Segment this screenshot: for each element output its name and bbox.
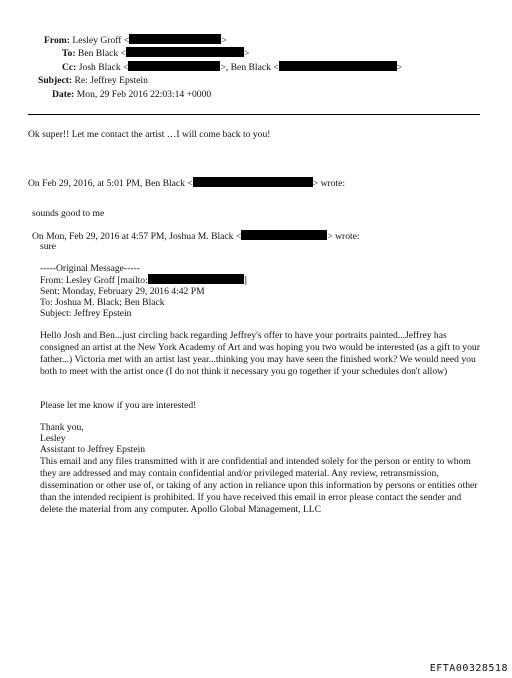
redaction-block bbox=[148, 274, 244, 284]
original-message-title: -----Original Message----- bbox=[40, 263, 140, 274]
original-to: To: Joshua M. Black; Ben Black bbox=[40, 297, 165, 308]
redaction-block bbox=[129, 34, 221, 44]
original-sent: Sent: Monday, February 29, 2016 4:42 PM bbox=[40, 286, 205, 297]
original-from: From: Lesley Groff [mailto: ] bbox=[40, 275, 247, 286]
to-line: To: Ben Black < > bbox=[62, 48, 250, 59]
header-divider bbox=[28, 114, 480, 115]
thanks: Thank you, bbox=[40, 422, 84, 433]
message-3: sure bbox=[40, 241, 56, 252]
subject-label: Subject: bbox=[38, 75, 73, 86]
body-paragraph: Hello Josh and Ben...just circling back regarding Jeffrey's offer to have your portraits painted...Jeffrey has consigned an artist at the New York Academy of Art and was hoping you two would be interested (as a gift to your father...) Victoria met with an artist last year...thinking you may have seen the finished work? We would need you both to meet with the artist once (I do not think it necessary you go together if your schedules don't allow) bbox=[40, 330, 480, 377]
to-label: To: bbox=[62, 48, 76, 59]
from-line: From: Lesley Groff < > bbox=[44, 35, 227, 46]
cc-label: Cc: bbox=[62, 62, 77, 73]
from-value: Lesley Groff < bbox=[72, 35, 130, 46]
document-id: EFTA00328518 bbox=[429, 663, 508, 674]
signature-title: Assistant to Jeffrey Epstein bbox=[40, 444, 146, 455]
to-value: Ben Black < bbox=[77, 48, 126, 59]
message-1: Ok super!! Let me contact the artist …I will come back to you! bbox=[28, 129, 271, 140]
date-line bbox=[52, 89, 211, 100]
redaction-block bbox=[126, 47, 244, 57]
date-value: Mon, 29 Feb 2016 22:03:14 +0000 bbox=[76, 89, 212, 100]
redaction-block bbox=[279, 61, 397, 71]
subject-value: Re: Jeffrey Epstein bbox=[74, 75, 148, 86]
original-subject: Subject: Jeffrey Epstein bbox=[40, 308, 132, 319]
signature-name: Lesley bbox=[40, 433, 66, 444]
cc-value: Josh Black < bbox=[78, 62, 129, 73]
redaction-block bbox=[128, 61, 220, 71]
date-label: Date: bbox=[52, 89, 75, 100]
subject-line bbox=[38, 75, 148, 86]
quote-1-attribution: On Feb 29, 2016, at 5:01 PM, Ben Black < > wrote: bbox=[28, 178, 346, 189]
from-label: From: bbox=[44, 35, 70, 46]
quote-2-attribution: On Mon, Feb 29, 2016 at 4:57 PM, Joshua M. Black < > wrote: bbox=[32, 231, 360, 242]
let-me-know: Please let me know if you are interested! bbox=[40, 400, 197, 411]
redaction-block bbox=[241, 230, 327, 240]
disclaimer: This email and any files transmitted with it are confidential and intended solely for the person or entity to whom they are addressed and may contain confidential and/or privileged material. Any review, retransmission, dissemination or other use of, or taking of any action in reliance upon this information by persons or entities other than the intended recipient is prohibited. If you have received this email in error please contact the sender and delete the material from any computer. Apollo Global Management, LLC bbox=[40, 456, 478, 515]
message-2: sounds good to me bbox=[32, 208, 105, 219]
redaction-block bbox=[193, 177, 313, 187]
cc-line: Cc: Josh Black < >, Ben Black < > bbox=[62, 62, 403, 73]
